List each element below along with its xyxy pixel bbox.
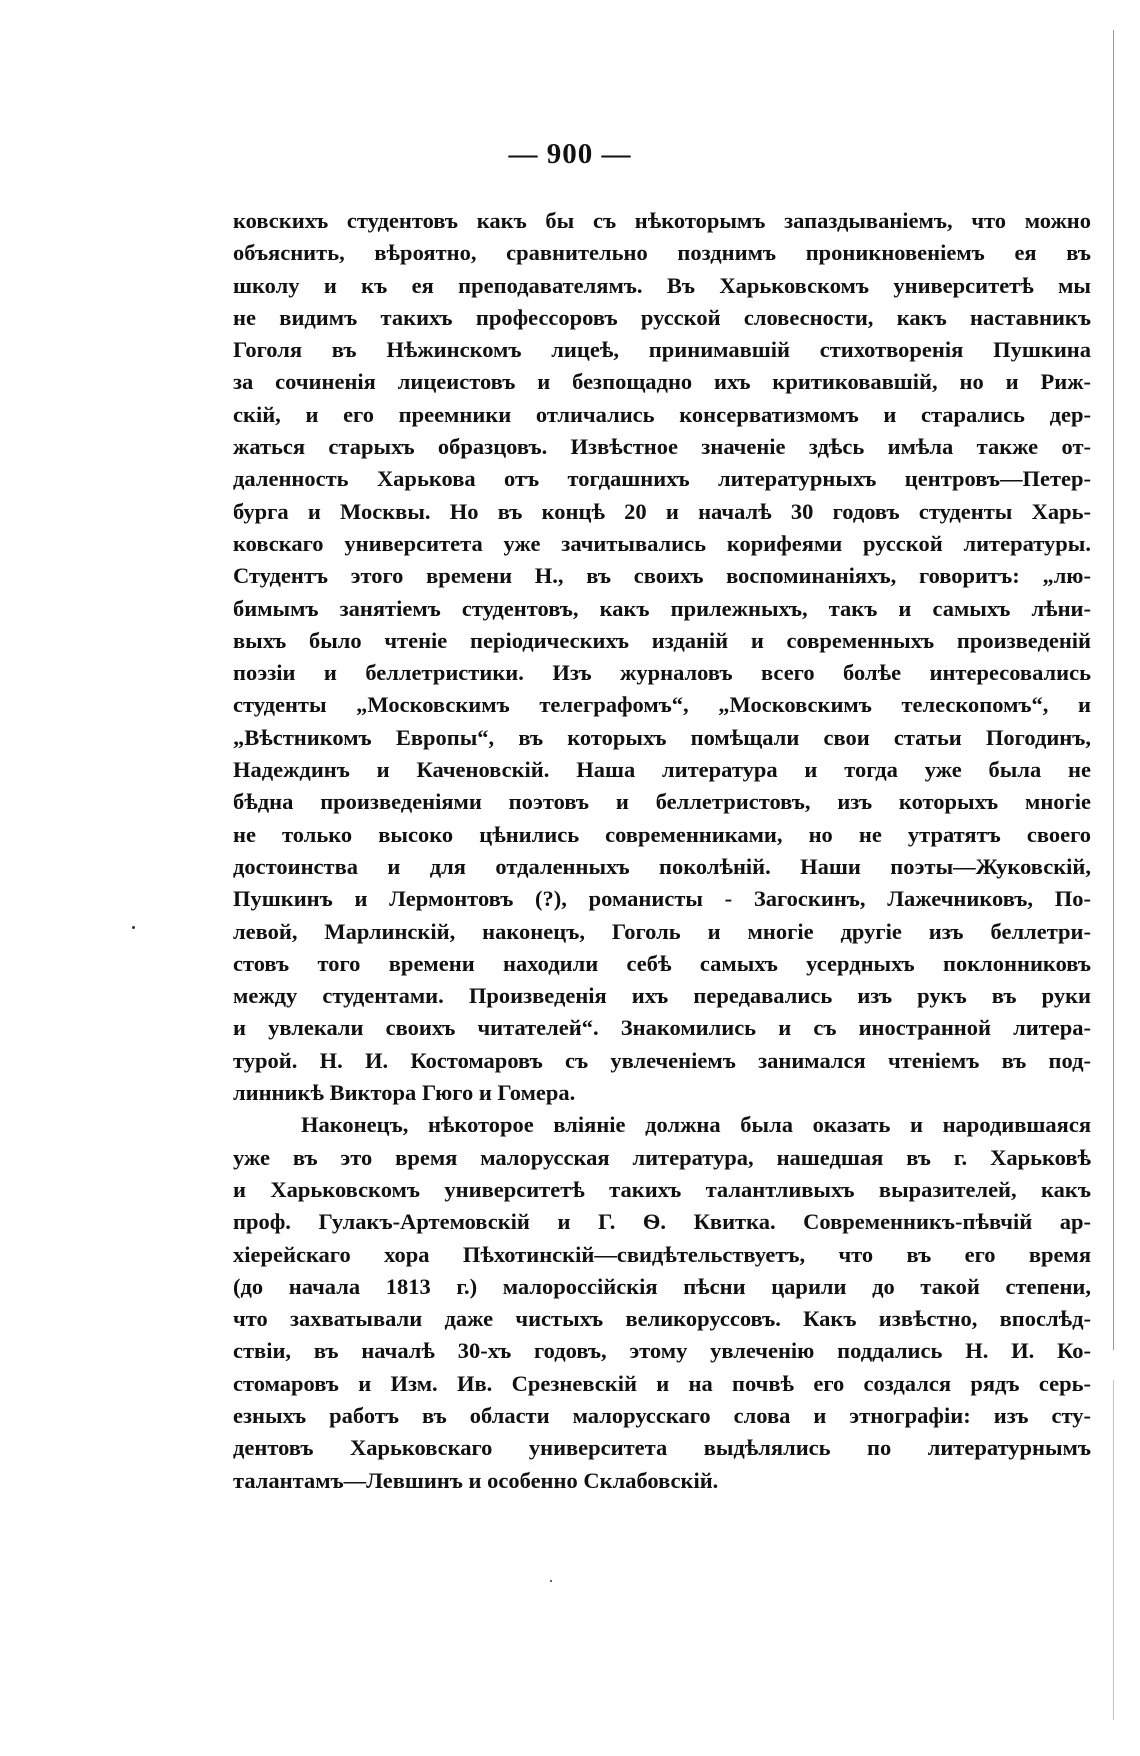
scan-speck <box>550 1580 552 1582</box>
paragraph <box>233 1109 1091 1497</box>
text-line: и увлекали своихъ читателей“. Знакомились и съ иностранной литера- <box>233 1015 1091 1041</box>
text-line: достоинства и для отдаленныхъ поколѣній. Наши поэты—Жуковскій, <box>233 853 1091 879</box>
text-line: Гоголя въ Нѣжинскомъ лицеѣ, принимавшій стихотворенія Пушкина <box>233 337 1091 363</box>
text-line: Надеждинъ и Каченовскій. Наша литература и тогда уже была не <box>233 757 1091 783</box>
text-line: левой, Марлинскій, наконецъ, Гоголь и многіе другіе изъ беллетри- <box>233 918 1091 944</box>
text-line: ствіи, въ началѣ 30-хъ годовъ, этому увлеченію поддались Н. И. Ко- <box>233 1338 1091 1364</box>
text-line: проф. Гулакъ-Артемовскій и Г. Ѳ. Квитка. Современникъ-пѣвчій ар- <box>233 1209 1091 1235</box>
text-line: езныхъ работъ въ области малорусскаго слова и этнографіи: изъ сту- <box>233 1402 1091 1428</box>
text-line: хіерейскаго хора Пѣхотинскій—свидѣтельствуетъ, что въ его время <box>233 1241 1091 1267</box>
text-line: поэзіи и беллетристики. Изъ журналовъ всего болѣе интересовались <box>233 660 1091 686</box>
text-line: Студентъ этого времени Н., въ своихъ воспоминаніяхъ, говоритъ: „лю- <box>233 563 1091 589</box>
text-line: не только высоко цѣнились современниками, но не утратятъ своего <box>233 821 1091 847</box>
text-line: даленность Харькова отъ тогдашнихъ литературныхъ центровъ—Петер- <box>233 466 1091 492</box>
text-line: Пушкинъ и Лермонтовъ (?), романисты - Загоскинъ, Лажечниковъ, По- <box>233 886 1091 912</box>
text-line: „Вѣстникомъ Европы“, въ которыхъ помѣщали свои статьи Погодинъ, <box>233 724 1091 750</box>
text-line: что захватывали даже чистыхъ великоруссовъ. Какъ извѣстно, впослѣд- <box>233 1306 1091 1332</box>
text-line: (до начала 1813 г.) малороссійскія пѣсни царили до такой степени, <box>233 1273 1091 1299</box>
text-line: бѣдна произведеніями поэтовъ и беллетристовъ, изъ которыхъ многіе <box>233 789 1091 815</box>
text-line: школу и къ ея преподавателямъ. Въ Харьковскомъ университетѣ мы <box>233 272 1091 298</box>
text-line: бурга и Москвы. Но въ концѣ 20 и началѣ 30 годовъ студенты Харь- <box>233 498 1091 524</box>
body-text <box>233 205 1091 1497</box>
text-line: бимымъ занятіемъ студентовъ, какъ прилежныхъ, такъ и самыхъ лѣни- <box>233 595 1091 621</box>
text-line: и Харьковскомъ университетѣ такихъ талантливыхъ выразителей, какъ <box>233 1176 1091 1202</box>
text-line: уже въ это время малорусская литература, нашедшая въ г. Харьковѣ <box>233 1144 1091 1170</box>
text-line: не видимъ такихъ профессоровъ русской словесности, какъ наставникъ <box>233 304 1091 330</box>
text-line: стомаровъ и Изм. Ив. Срезневскій и на почвѣ его создался рядъ серь- <box>233 1370 1091 1396</box>
text-line: дентовъ Харьковскаго университета выдѣлялись по литературнымъ <box>233 1435 1091 1461</box>
text-line: Наконецъ, нѣкоторое вліяніе должна была оказать и народившаяся <box>301 1112 1091 1138</box>
text-line: между студентами. Произведенія ихъ передавались изъ рукъ въ руки <box>233 983 1091 1009</box>
page-edge-line-lower <box>1113 1380 1114 1720</box>
text-line: турой. Н. И. Костомаровъ съ увлеченіемъ занимался чтеніемъ въ под- <box>233 1047 1091 1073</box>
text-line: ковскаго университета уже зачитывались корифеями русской литературы. <box>233 530 1091 556</box>
text-line: жаться старыхъ образцовъ. Извѣстное значеніе здѣсь имѣла также от- <box>233 434 1091 460</box>
text-line: скій, и его преемники отличались консерватизмомъ и старались дер- <box>233 401 1091 427</box>
scan-speck <box>132 926 135 929</box>
text-line: стовъ того времени находили себѣ самыхъ усердныхъ поклонниковъ <box>233 950 1091 976</box>
text-line: выхъ было чтеніе періодическихъ изданій и современныхъ произведеній <box>233 627 1091 653</box>
text-line: ковскихъ студентовъ какъ бы съ нѣкоторымъ запаздываніемъ, что можно <box>233 208 1091 233</box>
text-line: линникѣ Виктора Гюго и Гомера. <box>233 1080 576 1106</box>
text-line: за сочиненія лицеистовъ и безпощадно ихъ критиковавшій, но и Риж- <box>233 369 1091 395</box>
page-edge-line <box>1113 30 1114 1350</box>
text-line: талантамъ—Левшинъ и особенно Склабовскій. <box>233 1467 719 1493</box>
text-line: студенты „Московскимъ телеграфомъ“, „Московскимъ телескопомъ“, и <box>233 692 1091 718</box>
page-number: — 900 — <box>508 138 632 170</box>
paragraph <box>233 205 1091 1109</box>
text-line: объяснить, вѣроятно, сравнительно позднимъ проникновеніемъ ея въ <box>233 240 1091 266</box>
